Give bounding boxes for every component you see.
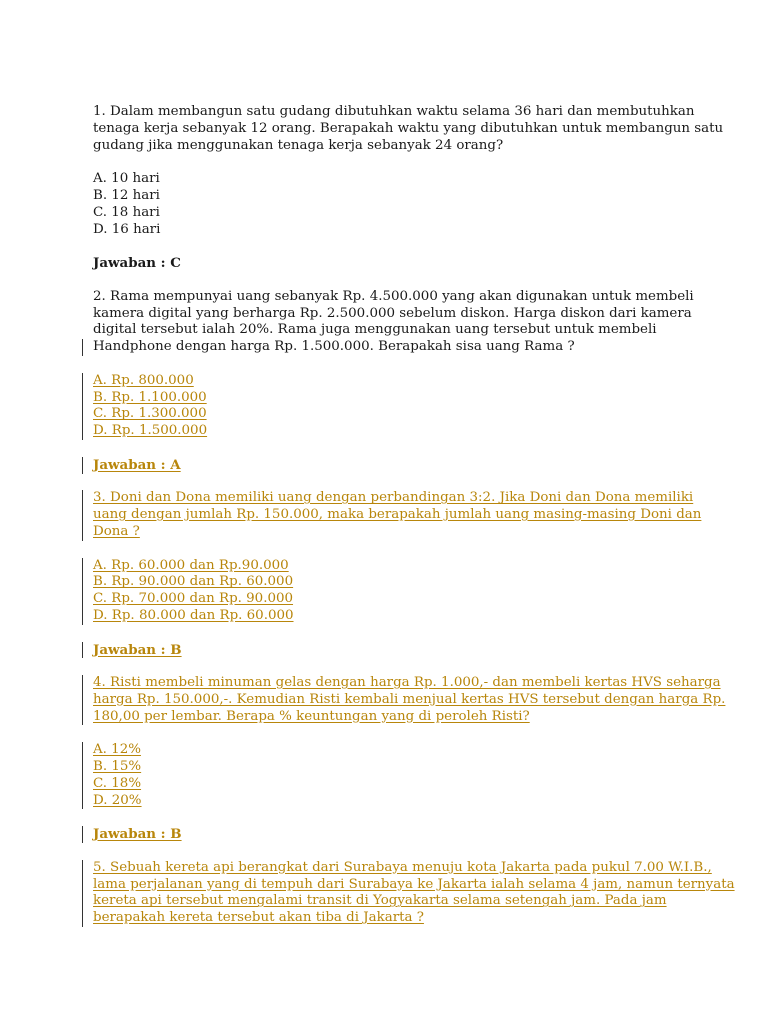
change-bar [82,893,83,910]
change-bar [82,776,83,793]
change-bar [82,642,83,659]
question-text-line-tracked: Handphone dengan harga Rp. 1.500.000. Berapakah sisa uang Rama ? [93,339,693,356]
question-text-line: kereta api tersebut mengalami transit di Yogyakarta selama setengah jam. Pada jam [93,893,693,910]
answer-label: Jawaban : B [93,642,693,659]
question-text-line: 180,00 per lembar. Berapa % keuntungan yang di peroleh Risti? [93,709,693,726]
question-text-line: 4. Risti membeli minuman gelas dengan harga Rp. 1.000,- dan membeli kertas HVS seharga [93,675,693,692]
option-a: A. 12% [93,742,693,759]
question-text-line: kamera digital yang berharga Rp. 2.500.000 sebelum diskon. Harga diskon dari kamera [93,305,692,321]
option-c: C. 18% [93,776,693,793]
question-text-line: 5. Sebuah kereta api berangkat dari Surabaya menuju kota Jakarta pada pukul 7.00 W.I.B., [93,860,693,877]
change-bar [82,675,83,692]
change-bar [82,591,83,608]
change-bar [82,457,83,474]
option-b: B. Rp. 1.100.000 [93,390,693,407]
question-text-line: uang dengan jumlah Rp. 150.000, maka berapakah jumlah uang masing-masing Doni dan [93,507,693,524]
question-2 [93,289,693,491]
option-c: C. 18 hari [93,204,160,220]
question-text-line: berapakah kereta tersebut akan tiba di Jakarta ? [93,910,693,927]
change-bar [82,826,83,843]
change-bar [82,910,83,927]
question-text-line: tenaga kerja sebanyak 12 orang. Berapakah waktu yang dibutuhkan untuk membangun satu [93,120,724,136]
change-bar [82,608,83,625]
change-bar [82,574,83,591]
change-bar [82,390,83,407]
option-a: A. Rp. 800.000 [93,373,693,390]
option-a: A. 10 hari [93,171,160,187]
question-text-line: gudang jika menggunakan tenaga kerja sebanyak 24 orang? [93,137,504,153]
change-bar [82,524,83,541]
change-bar [82,877,83,894]
question-1 [93,104,724,289]
change-bar [82,860,83,877]
option-b: B. 12 hari [93,187,160,203]
question-5 [93,859,735,927]
option-b: B. Rp. 90.000 dan Rp. 60.000 [93,574,693,591]
change-bar [82,692,83,709]
option-c: C. Rp. 1.300.000 [93,406,693,423]
option-d: D. 16 hari [93,221,161,237]
option-d: D. Rp. 80.000 dan Rp. 60.000 [93,608,693,625]
option-b: B. 15% [93,759,693,776]
change-bar [82,490,83,507]
question-text-line: lama perjalanan yang di tempuh dari Surabaya ke Jakarta ialah selama 4 jam, namun ternyata [93,877,693,894]
change-bar [82,406,83,423]
question-text-line: Dona ? [93,524,693,541]
change-bar [82,709,83,726]
change-bar [82,339,83,356]
question-text-line: 3. Doni dan Dona memiliki uang dengan perbandingan 3:2. Jika Doni dan Dona memiliki [93,490,693,507]
change-bar [82,507,83,524]
answer-label: Jawaban : B [93,826,693,843]
answer-label: Jawaban : C [93,255,181,272]
option-d: D. 20% [93,793,693,810]
question-text-line: harga Rp. 150.000,-. Kemudian Risti kembali menjual kertas HVS tersebut dengan harga Rp. [93,692,693,709]
change-bar [82,742,83,759]
option-a: A. Rp. 60.000 dan Rp.90.000 [93,558,693,575]
question-text-line: 2. Rama mempunyai uang sebanyak Rp. 4.500.000 yang akan digunakan untuk membeli [93,288,694,304]
change-bar [82,759,83,776]
answer-label: Jawaban : A [93,457,693,474]
question-text-line: 1. Dalam membangun satu gudang dibutuhkan waktu selama 36 hari dan membutuhkan [93,104,695,119]
change-bar [82,373,83,390]
question-4 [93,675,726,860]
change-bar [82,558,83,575]
change-bar [82,793,83,810]
option-c: C. Rp. 70.000 dan Rp. 90.000 [93,591,693,608]
option-d: D. Rp. 1.500.000 [93,423,693,440]
question-3 [93,490,702,675]
document-page [93,104,735,927]
change-bar [82,423,83,440]
question-text-line: digital tersebut ialah 20%. Rama juga menggunakan uang tersebut untuk membeli [93,322,657,338]
